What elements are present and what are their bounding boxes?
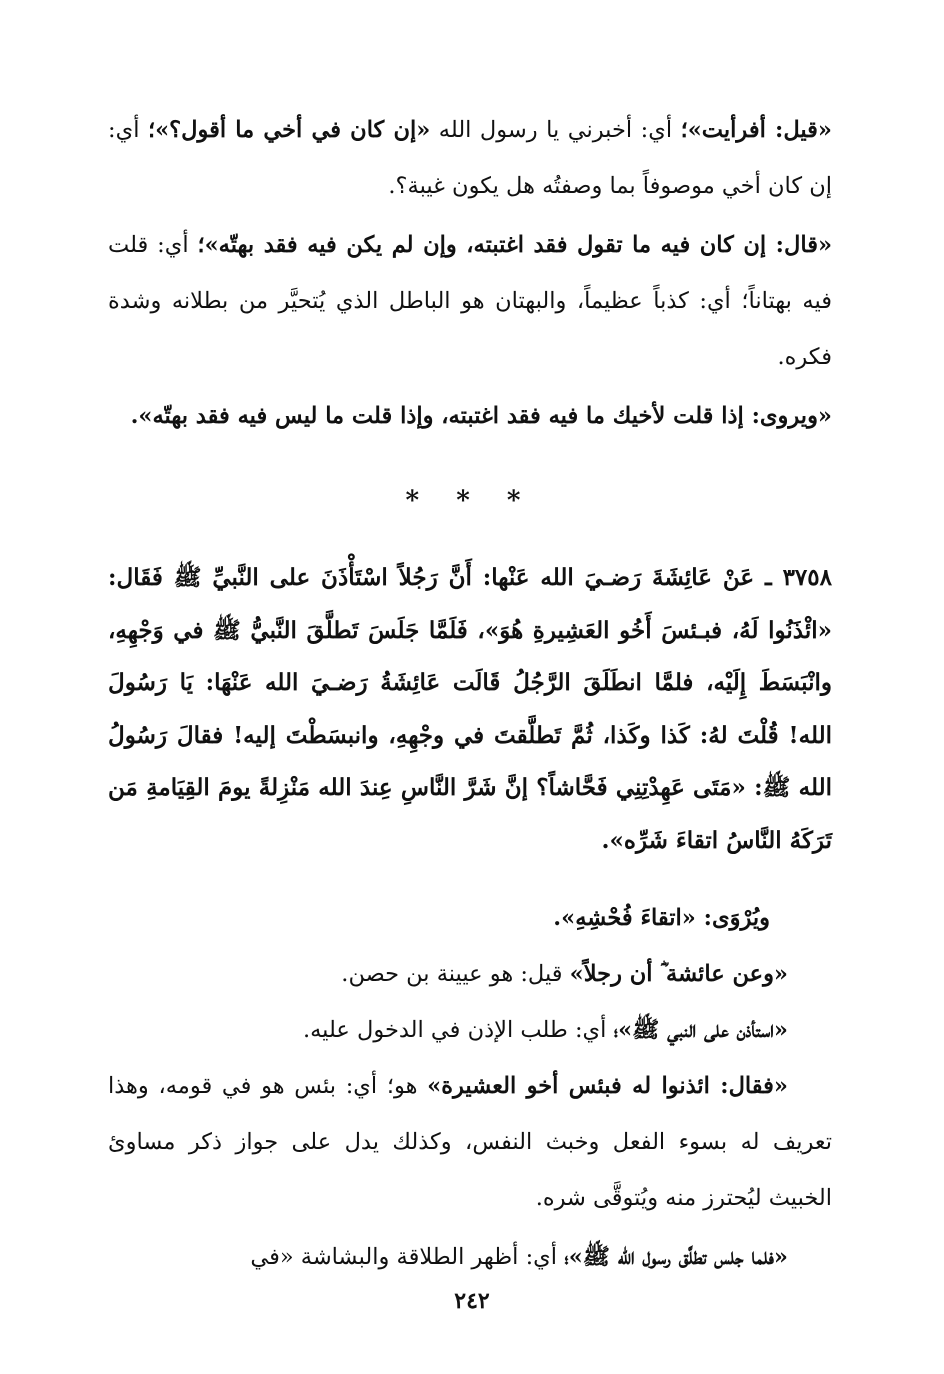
quoted-phrase: «قيل: أفرأيت»؛ [680,117,832,143]
commentary-paragraph-5 [108,1229,832,1285]
quoted-phrase: «قال: إن كان فيه ما تقول فقد اغتبته، وإن لم يكن فيه فقد بهتّه»؛ [197,232,833,258]
quoted-phrase: «فقال: ائذنوا له فبئس أخو العشيرة» [427,1073,788,1099]
commentary-paragraph-3 [108,388,832,444]
quoted-phrase: «إن كان في أخي ما أقول؟»؛ [147,117,431,143]
hadith-text: ٣٧٥٨ ـ عَنْ عَائِشَةَ رَضـيَ الله عَنْها: أَنَّ رَجُلاً اسْتَأْذَنَ على النَّبيِّ ﷺ فَقَال: «ائْذَنُوا لَهُ، فبـئسَ أَخُو العَشِيرةِ هُوَ»، فَلَمَّا جَلَسَ تَطلَّقَ النَّبيُّ ﷺ في وَجْهِهِ، وانْبَسَطَ إِلَيْه، فلمَّا انطَلَقَ الرَّجُلُ قَالَت عَائِشَةُ رَضـيَ الله عَنْهَا: يَا رَسُولَ الله! قُلْتَ لهُ: كَذا وكَذا، ثُمَّ تَطلَّقتَ في وجْهِهِ، وانبسَطْتَ إليه! فقالَ رَسُولُ الله ﷺ: «مَتَى عَهِدْتِنِي فَحَّاشاً؟ إنَّ شَرَّ النَّاسِ عِندَ الله مَنْزِلةً يومَ القِيَامةِ مَن تَرَكَهُ النَّاسُ اتقاءَ شَرِّه». [108,564,832,854]
commentary-paragraph-4 [108,1058,832,1226]
section-separator: * * * [405,486,535,516]
commentary-paragraph-2 [108,217,832,385]
quoted-phrase: «فلما جلس تطلَّق رسول الله ﷺ»؛ [564,1244,788,1270]
paragraph-text: أي: إن كان أخي موصوفاً بما وصفتُه هل يكون غيبة؟. [108,117,832,199]
paragraph-text: أي: أظهر الطلاقة والبشاشة «في [250,1244,565,1270]
paragraph-text: قيل: هو عيينة بن حصن. [341,961,570,987]
page-number: ٢٤٢ [454,1288,490,1314]
paragraph-text: هو؛ أي: بئس هو في قومه، وهذا تعريف له بسوء الفعل وخبث النفس، وكذلك يدل على جواز ذكر مساوئ الخبيث ليُحترز منه ويُتوقَّى شره. [108,1073,832,1211]
quoted-phrase: «استأذن على النبي ﷺ»؛ [613,1017,788,1043]
paragraph-text: أي: طلب الإذن في الدخول عليه. [302,1017,614,1043]
paragraph-text: أي: أخبرني يا رسول الله [430,117,681,143]
quoted-phrase: «ويروى: إذا قلت لأخيك ما فيه فقد اغتبته، وإذا قلت ما ليس فيه فقد بهتّه». [130,403,832,429]
commentary-paragraph-1 [108,102,832,214]
paragraph-text: أي: قلت فيه بهتاناً؛ أي: كذباً عظيماً، والبهتان هو الباطل الذي يُتحيَّر من بطلانه وشدة فكره. [108,232,832,370]
commentary-line-2 [108,1002,832,1058]
page-body [108,102,832,1285]
commentary-line-1 [108,946,832,1002]
hadith-variant: ويُرْوَى: «اتقاءَ فُحْشِهِ». [553,905,770,931]
quoted-phrase: «وعن عائشة ؓ أن رجلاً» [569,961,788,987]
